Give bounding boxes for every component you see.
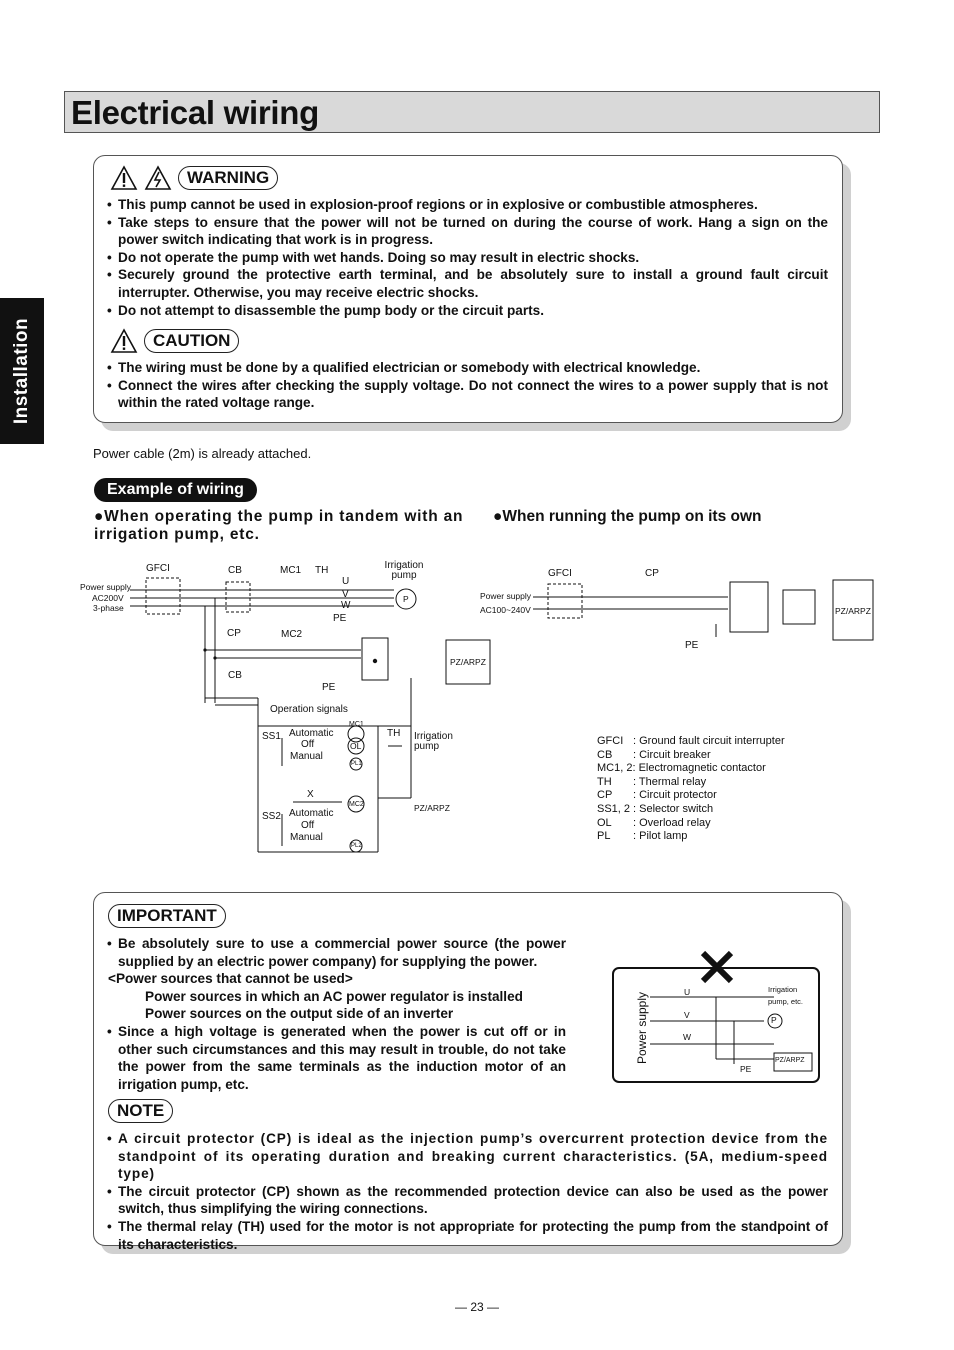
gfci-right-label: GFCI	[548, 568, 572, 579]
cp-right-label: CP	[645, 568, 659, 579]
example-of-wiring-label: Example of wiring	[94, 478, 257, 502]
warning-item: • Securely ground the protective earth terminal, and be absolutely sure to install a ground fault circuit interrupter. Otherwise, you may receive electric shocks.	[106, 266, 828, 301]
caution-item: • Connect the wires after checking the supply voltage. Do not connect the wires to a power supply that is not within the rated voltage range.	[106, 377, 828, 412]
power-supply-label: Power supply	[80, 582, 132, 592]
legend-row: CB : Circuit breaker	[597, 748, 711, 761]
important-sub-item: Power sources in which an AC power regulator is installed	[145, 988, 523, 1004]
off-label: Off	[301, 739, 315, 750]
important-box	[93, 892, 843, 1252]
note-label: NOTE	[108, 1099, 173, 1123]
irrigation-small-label: Irrigation	[768, 985, 798, 994]
mc1-coil-label: MC1	[349, 721, 364, 728]
pe-small-label: PE	[740, 1064, 752, 1074]
note-item: • The circuit protector (CP) shown as the recommended protection device can also be used as the power switch, thus simplifying the wiring connections.	[106, 1183, 828, 1218]
operation-signals-label: Operation signals	[270, 704, 348, 715]
heading-own: ●When running the pump on its own	[493, 508, 762, 525]
important-sub-item: Power sources on the output side of an inverter	[145, 1006, 454, 1022]
pe-right-label: PE	[685, 640, 699, 651]
caution-label: CAUTION	[144, 329, 239, 353]
p-label: P	[403, 594, 409, 604]
page-number: — 23 —	[454, 1300, 499, 1314]
prohibited-wiring-diagram	[612, 967, 820, 1083]
cb-label: CB	[228, 565, 242, 576]
warning-box	[93, 155, 843, 423]
pz-arpz-small-label: PZ/ARPZ	[775, 1057, 805, 1064]
v-small-label: V	[684, 1010, 690, 1020]
u-small-label: U	[684, 987, 691, 997]
x-label: X	[307, 789, 314, 800]
important-subheading: <Power sources that cannot be used>	[108, 971, 353, 987]
electric-shock-icon	[144, 165, 172, 191]
mc2-coil-label: MC2	[349, 801, 364, 808]
warning-item: • Do not operate the pump with wet hands. Doing so may result in electric shocks.	[106, 249, 828, 267]
important-item: • Be absolutely sure to use a commercial power source (the power supplied by an electric power company) for supplying the power.	[106, 935, 566, 970]
important-content	[106, 935, 566, 1093]
off2-label: Off	[301, 820, 315, 831]
legend-row: PL : Pilot lamp	[597, 830, 688, 843]
prohibited-cross-icon	[699, 950, 735, 984]
irrigation-pump2-label: Irrigation pump	[414, 731, 453, 752]
p-small-label: P	[771, 1015, 777, 1025]
irrigation-pump-label: Irrigation pump	[384, 560, 424, 581]
exclamation-triangle-icon	[110, 165, 138, 191]
mc2-label: MC2	[281, 629, 303, 640]
abbreviation-legend	[597, 735, 837, 844]
automatic-label: Automatic	[289, 728, 334, 739]
note-item: • The thermal relay (TH) used for the motor is not appropriate for protecting the pump from the standpoint of its characteristics.	[106, 1218, 828, 1253]
side-tab-label: Installation	[11, 317, 32, 425]
standalone-wiring-diagram	[478, 562, 878, 662]
heading-tandem: ●When operating the pump in tandem with an irrigation pump, etc.	[94, 508, 464, 543]
warning-header	[110, 165, 278, 191]
power-supply-right-label: Power supply	[480, 591, 532, 601]
manual-label: Manual	[290, 751, 323, 762]
tandem-wiring-diagram	[78, 558, 498, 858]
pl1-label: PL1	[351, 761, 362, 767]
page-title-bar	[64, 91, 880, 133]
warning-item: • Do not attempt to disassemble the pump body or the circuit parts.	[106, 302, 828, 320]
pz-arpz-right-label: PZ/ARPZ	[835, 606, 871, 616]
v-label: V	[342, 589, 349, 600]
caution-list	[106, 359, 828, 412]
u-label: U	[342, 576, 350, 587]
important-item: • Since a high voltage is generated when the power is cut off or in other such circumstances and this may result in trouble, do not take the power from the same terminals as the induction motor of an irrigation pump, etc.	[106, 1023, 566, 1093]
pl2-label: PL2	[351, 843, 362, 849]
ss2-label: SS2	[262, 811, 281, 822]
legend-row: TH : Thermal relay	[597, 775, 707, 788]
w-label: W	[341, 600, 351, 611]
th-label: TH	[315, 565, 329, 576]
pe2-label: PE	[322, 682, 336, 693]
cp-label: CP	[227, 628, 241, 639]
section-side-tab	[0, 298, 44, 444]
w-small-label: W	[683, 1032, 692, 1042]
standalone-wiring-lines	[478, 562, 878, 662]
cb2-label: CB	[228, 670, 242, 681]
power-cable-note: Power cable (2m) is already attached.	[93, 446, 312, 461]
warning-list	[106, 196, 828, 319]
voltage-right-label: AC100~240V	[480, 605, 531, 615]
note-list	[106, 1130, 828, 1253]
pz-arpz-label: PZ/ARPZ	[450, 657, 486, 667]
pe-label: PE	[333, 613, 347, 624]
gfci-label: GFCI	[146, 563, 170, 574]
pz-arpz2-label: PZ/ARPZ	[414, 803, 450, 813]
voltage-label: AC200V	[92, 593, 124, 603]
legend-row: MC1, 2 : Electromagnetic contactor	[597, 762, 766, 775]
th2-label: TH	[387, 728, 401, 739]
warning-item: • Take steps to ensure that the power will not be turned on during the course of work. Hang a sign on the power switch indicating that work is in progress.	[106, 214, 828, 249]
pump-etc-small-label: pump, etc.	[768, 997, 804, 1006]
automatic2-label: Automatic	[289, 808, 334, 819]
ol-label: OL	[350, 741, 362, 751]
manual2-label: Manual	[290, 832, 323, 843]
power-supply-vertical-label: Power supply	[635, 991, 650, 1065]
legend-row: OL : Overload relay	[597, 816, 711, 829]
ss1-label: SS1	[262, 731, 281, 742]
phase-label: 3-phase	[93, 603, 124, 613]
important-list	[106, 935, 566, 970]
caution-header	[110, 328, 239, 354]
note-item: • A circuit protector (CP) is ideal as the injection pump’s overcurrent protection device from the standpoint of its operating duration and breaking current characteristics. (5A, medium-speed type)	[106, 1130, 828, 1183]
legend-row: GFCI : Ground fault circuit interrupter	[597, 735, 785, 747]
legend-row: SS1, 2 : Selector switch	[597, 802, 714, 815]
warning-item: • This pump cannot be used in explosion-proof regions or in explosive or combustible atmospheres.	[106, 196, 828, 214]
important-list	[106, 1023, 566, 1093]
exclamation-triangle-icon	[110, 328, 138, 354]
mc1-label: MC1	[280, 565, 302, 576]
caution-item: • The wiring must be done by a qualified electrician or somebody with electrical knowledge.	[106, 359, 828, 377]
legend-row: CP : Circuit protector	[597, 789, 717, 802]
important-label: IMPORTANT	[108, 904, 226, 928]
page-title: Electrical wiring	[71, 94, 319, 131]
warning-label: WARNING	[178, 166, 278, 190]
